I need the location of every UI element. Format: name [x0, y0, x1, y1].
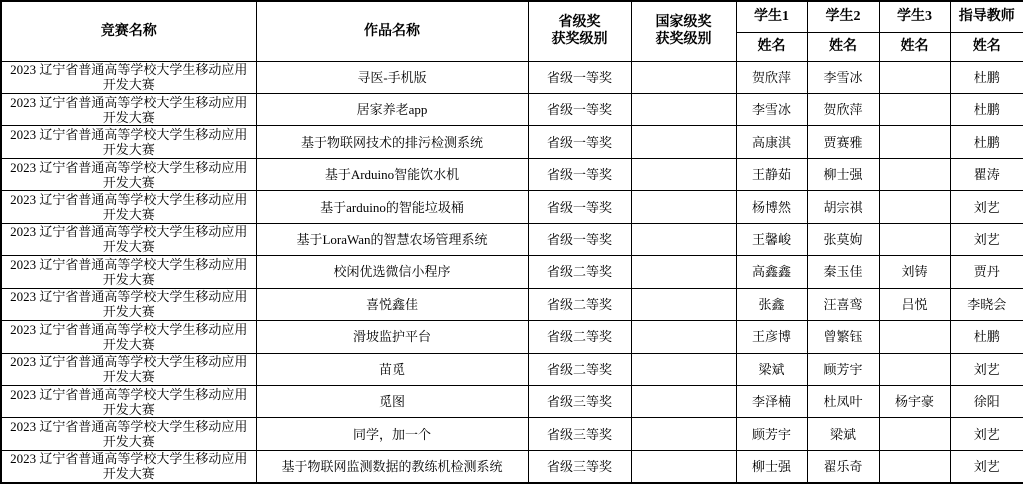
- cell-student1: 柳士强: [736, 450, 807, 483]
- cell-national: [631, 386, 736, 418]
- cell-competition: 2023 辽宁省普通高等学校大学生移动应用开发大赛: [1, 223, 256, 255]
- cell-student3: 杨宇豪: [879, 386, 950, 418]
- cell-competition: 2023 辽宁省普通高等学校大学生移动应用开发大赛: [1, 353, 256, 385]
- cell-work: 同学，加一个: [256, 418, 528, 450]
- cell-provincial: 省级三等奖: [528, 418, 631, 450]
- cell-student1: 贺欣萍: [736, 61, 807, 93]
- cell-provincial: 省级三等奖: [528, 450, 631, 483]
- cell-provincial: 省级一等奖: [528, 191, 631, 223]
- table-row: [1, 126, 1023, 158]
- table-row: [1, 223, 1023, 255]
- header-student3-name: 姓名: [879, 32, 950, 61]
- cell-student3: [879, 418, 950, 450]
- cell-advisor: 刘艺: [950, 191, 1023, 223]
- cell-national: [631, 158, 736, 190]
- cell-national: [631, 191, 736, 223]
- cell-provincial: 省级三等奖: [528, 386, 631, 418]
- table-row: [1, 386, 1023, 418]
- cell-work: 基于物联网技术的排污检测系统: [256, 126, 528, 158]
- cell-national: [631, 418, 736, 450]
- header-student2: 学生2: [807, 1, 879, 32]
- cell-student3: [879, 61, 950, 93]
- cell-national: [631, 93, 736, 125]
- cell-student3: [879, 450, 950, 483]
- cell-student2: 贺欣萍: [807, 93, 879, 125]
- table-row: [1, 321, 1023, 353]
- cell-provincial: 省级一等奖: [528, 158, 631, 190]
- header-advisor-name: 姓名: [950, 32, 1023, 61]
- cell-work: 基于arduino的智能垃圾桶: [256, 191, 528, 223]
- cell-student3: [879, 353, 950, 385]
- cell-student3: [879, 191, 950, 223]
- cell-provincial: 省级二等奖: [528, 256, 631, 288]
- cell-competition: 2023 辽宁省普通高等学校大学生移动应用开发大赛: [1, 191, 256, 223]
- cell-student3: [879, 321, 950, 353]
- cell-work: 基于Arduino智能饮水机: [256, 158, 528, 190]
- cell-national: [631, 353, 736, 385]
- cell-competition: 2023 辽宁省普通高等学校大学生移动应用开发大赛: [1, 93, 256, 125]
- header-provincial-award-line1: 省级奖: [558, 15, 601, 31]
- table-body: [1, 61, 1023, 483]
- cell-competition: 2023 辽宁省普通高等学校大学生移动应用开发大赛: [1, 386, 256, 418]
- cell-student2: 翟乐奇: [807, 450, 879, 483]
- cell-advisor: 刘艺: [950, 223, 1023, 255]
- cell-work: 寻医-手机版: [256, 61, 528, 93]
- cell-work: 基于物联网监测数据的教练机检测系统: [256, 450, 528, 483]
- cell-provincial: 省级二等奖: [528, 288, 631, 320]
- header-provincial-award: [528, 1, 631, 61]
- cell-competition: 2023 辽宁省普通高等学校大学生移动应用开发大赛: [1, 158, 256, 190]
- cell-national: [631, 450, 736, 483]
- cell-student2: 张莫姁: [807, 223, 879, 255]
- table-row: [1, 93, 1023, 125]
- cell-advisor: 刘艺: [950, 418, 1023, 450]
- cell-advisor: 刘艺: [950, 450, 1023, 483]
- cell-advisor: 李晓会: [950, 288, 1023, 320]
- cell-student2: 曾繁钰: [807, 321, 879, 353]
- cell-advisor: 杜鹏: [950, 61, 1023, 93]
- table-row: [1, 353, 1023, 385]
- table-row: [1, 256, 1023, 288]
- cell-national: [631, 126, 736, 158]
- cell-student2: 胡宗祺: [807, 191, 879, 223]
- cell-competition: 2023 辽宁省普通高等学校大学生移动应用开发大赛: [1, 450, 256, 483]
- cell-student3: [879, 158, 950, 190]
- header-provincial-award-line2: 获奖级别: [551, 32, 608, 48]
- cell-student2: 顾芳宇: [807, 353, 879, 385]
- cell-advisor: 杜鹏: [950, 93, 1023, 125]
- cell-student1: 高康淇: [736, 126, 807, 158]
- header-national-award-line2: 获奖级别: [655, 32, 712, 48]
- header-student3: 学生3: [879, 1, 950, 32]
- cell-provincial: 省级一等奖: [528, 93, 631, 125]
- cell-student2: 贾赛雅: [807, 126, 879, 158]
- cell-work: 觅图: [256, 386, 528, 418]
- header-work-name: 作品名称: [256, 1, 528, 61]
- cell-student2: 汪喜鸾: [807, 288, 879, 320]
- cell-student1: 顾芳宇: [736, 418, 807, 450]
- cell-student1: 王静茹: [736, 158, 807, 190]
- table-row: [1, 288, 1023, 320]
- cell-work: 苗觅: [256, 353, 528, 385]
- cell-student1: 李雪冰: [736, 93, 807, 125]
- cell-advisor: 杜鹏: [950, 126, 1023, 158]
- cell-work: 喜悦鑫佳: [256, 288, 528, 320]
- cell-work: 基于LoraWan的智慧农场管理系统: [256, 223, 528, 255]
- cell-student1: 张鑫: [736, 288, 807, 320]
- table-row: [1, 158, 1023, 190]
- table-row: [1, 61, 1023, 93]
- cell-competition: 2023 辽宁省普通高等学校大学生移动应用开发大赛: [1, 321, 256, 353]
- cell-student3: 刘铸: [879, 256, 950, 288]
- cell-national: [631, 321, 736, 353]
- cell-national: [631, 288, 736, 320]
- header-advisor: 指导教师: [950, 1, 1023, 32]
- header-national-award-line1: 国家级奖: [655, 15, 712, 31]
- table-row: [1, 418, 1023, 450]
- cell-student1: 王彦博: [736, 321, 807, 353]
- cell-national: [631, 223, 736, 255]
- table-row: [1, 450, 1023, 483]
- table-header: [1, 1, 1023, 61]
- cell-student2: 柳士强: [807, 158, 879, 190]
- cell-provincial: 省级一等奖: [528, 126, 631, 158]
- cell-advisor: 徐阳: [950, 386, 1023, 418]
- cell-work: 居家养老app: [256, 93, 528, 125]
- header-student2-name: 姓名: [807, 32, 879, 61]
- cell-provincial: 省级二等奖: [528, 321, 631, 353]
- cell-advisor: 杜鹏: [950, 321, 1023, 353]
- cell-competition: 2023 辽宁省普通高等学校大学生移动应用开发大赛: [1, 418, 256, 450]
- header-student1: 学生1: [736, 1, 807, 32]
- cell-work: 校闲优选微信小程序: [256, 256, 528, 288]
- header-competition-name: 竞赛名称: [1, 1, 256, 61]
- cell-national: [631, 61, 736, 93]
- cell-competition: 2023 辽宁省普通高等学校大学生移动应用开发大赛: [1, 256, 256, 288]
- cell-student2: 秦玉佳: [807, 256, 879, 288]
- cell-provincial: 省级一等奖: [528, 61, 631, 93]
- cell-student1: 王馨峻: [736, 223, 807, 255]
- cell-advisor: 瞿涛: [950, 158, 1023, 190]
- cell-student3: [879, 93, 950, 125]
- cell-provincial: 省级一等奖: [528, 223, 631, 255]
- cell-student1: 高鑫鑫: [736, 256, 807, 288]
- header-national-award: [631, 1, 736, 61]
- header-student1-name: 姓名: [736, 32, 807, 61]
- cell-student2: 李雪冰: [807, 61, 879, 93]
- cell-provincial: 省级二等奖: [528, 353, 631, 385]
- cell-advisor: 刘艺: [950, 353, 1023, 385]
- cell-work: 滑坡监护平台: [256, 321, 528, 353]
- cell-student3: 吕悦: [879, 288, 950, 320]
- cell-advisor: 贾丹: [950, 256, 1023, 288]
- cell-national: [631, 256, 736, 288]
- cell-competition: 2023 辽宁省普通高等学校大学生移动应用开发大赛: [1, 61, 256, 93]
- cell-student2: 杜凤叶: [807, 386, 879, 418]
- cell-student2: 梁斌: [807, 418, 879, 450]
- cell-competition: 2023 辽宁省普通高等学校大学生移动应用开发大赛: [1, 126, 256, 158]
- cell-student3: [879, 126, 950, 158]
- cell-student1: 杨博然: [736, 191, 807, 223]
- cell-student1: 李泽楠: [736, 386, 807, 418]
- cell-competition: 2023 辽宁省普通高等学校大学生移动应用开发大赛: [1, 288, 256, 320]
- table-row: [1, 191, 1023, 223]
- cell-student3: [879, 223, 950, 255]
- cell-student1: 梁斌: [736, 353, 807, 385]
